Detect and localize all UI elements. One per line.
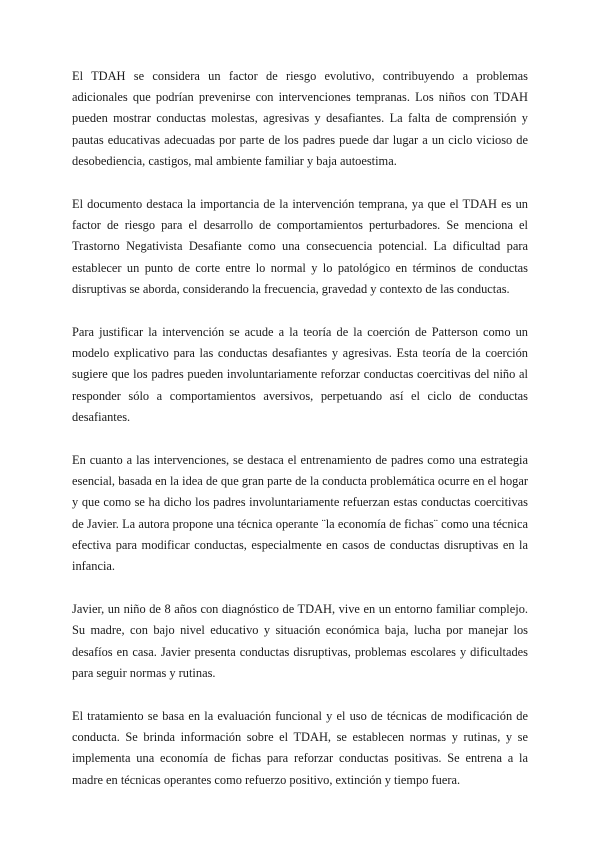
paragraph-treatment: El tratamiento se basa en la evaluación funcional y el uso de técnicas de modificación de conducta. Se brinda información sobre el TDAH, se establecen normas y rutinas, y se implementa una economía de fichas para reforzar conductas positivas. Se entrena a la madre en técnicas operantes como refuerzo positivo, extinción y tiempo fuera.: [72, 709, 528, 787]
paragraph-early-intervention: El documento destaca la importancia de la intervención temprana, ya que el TDAH es un factor de riesgo para el desarrollo de comportamientos perturbadores. Se menciona el Trastorno Negativista Desafiante como una consecuencia potencial. La dificultad para establecer un punto de corte entre lo normal y lo patológico en términos de conductas disruptivas se aborda, considerando la frecuencia, gravedad y contexto de las conductas.: [72, 197, 528, 296]
paragraph-parent-training: En cuanto a las intervenciones, se destaca el entrenamiento de padres como una estrategia esencial, basada en la idea de que gran parte de la conducta problemática ocurre en el hogar y que como se ha dicho los padres involuntariamente refuerzan estas conductas coercitivas de Javier. La autora propone una técnica operante ¨la economía de fichas¨ como una técnica efectiva para modificar conductas, especialmente en casos de conductas disruptivas en la infancia.: [72, 453, 528, 574]
document-body: [72, 66, 528, 813]
paragraph-tdah-risk-factor: El TDAH se considera un factor de riesgo evolutivo, contribuyendo a problemas adicionales que podrían prevenirse con intervenciones tempranas. Los niños con TDAH pueden mostrar conductas molestas, agresivas y desafiantes. La falta de comprensión y pautas educativas adecuadas por parte de los padres puede dar lugar a un ciclo vicioso de desobediencia, castigos, mal ambiente familiar y baja autoestima.: [72, 69, 528, 168]
paragraph-coercion-theory: Para justificar la intervención se acude a la teoría de la coerción de Patterson como un modelo explicativo para las conductas desafiantes y agresivas. Esta teoría de la coerción sugiere que los padres pueden involuntariamente reforzar conductas coercitivas del niño al responder sólo a comportamientos aversivos, perpetuando así el ciclo de conductas desafiantes.: [72, 325, 528, 424]
paragraph-case-javier: Javier, un niño de 8 años con diagnóstico de TDAH, vive en un entorno familiar complejo. Su madre, con bajo nivel educativo y situación económica baja, lucha por manejar los desafíos en casa. Javier presenta conductas disruptivas, problemas escolares y dificultades para seguir normas y rutinas.: [72, 602, 528, 680]
